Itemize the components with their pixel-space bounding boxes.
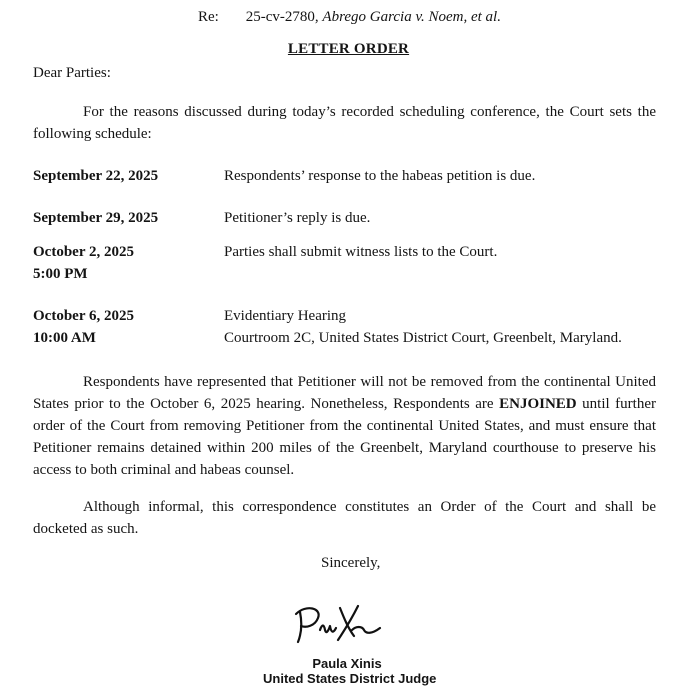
- case-caption: Abrego Garcia v. Noem, et al.: [322, 9, 501, 25]
- schedule-time-text: 5:00 PM: [33, 266, 88, 282]
- schedule-description-3: [224, 241, 497, 263]
- schedule-date-text: September 22, 2025: [33, 168, 159, 184]
- schedule-date-3: [33, 241, 134, 285]
- salutation: Dear Parties:: [33, 65, 111, 81]
- schedule-date-4: [33, 305, 134, 349]
- signer-name: Paula Xinis: [312, 656, 382, 671]
- case-number: 25-cv-2780,: [245, 9, 319, 25]
- injunction-text-before: Respondents have represented that Petitioner will not be removed from the continental United States prior to the October 6, 2025 hearing. Nonetheless, Respondents are: [33, 374, 656, 412]
- schedule-description-2: [224, 207, 370, 229]
- injunction-text-after: until further order of the Court from removing Petitioner from the continental United States, and must ensure that Petitioner remains detained within 200 miles of the Greenbelt, Maryland courthouse to preserve his access to both criminal and habeas counsel.: [33, 396, 656, 478]
- signer-title: United States District Judge: [263, 671, 437, 686]
- injunction-paragraph: [33, 371, 656, 481]
- intro-paragraph: For the reasons discussed during today’s recorded scheduling conference, the Court sets the following schedule:: [33, 104, 656, 142]
- handwritten-signature: [292, 600, 384, 650]
- schedule-description-4: [224, 305, 622, 349]
- re-label: Re:: [198, 9, 219, 25]
- closing-paragraph: Although informal, this correspondence constitutes an Order of the Court and shall be docketed as such.: [33, 499, 656, 537]
- schedule-location-text: Courtroom 2C, United States District Court, Greenbelt, Maryland.: [224, 330, 622, 346]
- schedule-date-1: [33, 165, 158, 187]
- schedule-description-text: Parties shall submit witness lists to the Court.: [224, 244, 498, 260]
- schedule-date-text: October 2, 2025: [33, 244, 134, 260]
- case-reference-line: [198, 6, 501, 28]
- schedule-description-text: Petitioner’s reply is due.: [224, 210, 371, 226]
- schedule-description-text: Respondents’ response to the habeas petition is due.: [224, 168, 536, 184]
- schedule-date-text: October 6, 2025: [33, 308, 134, 324]
- schedule-date-text: September 29, 2025: [33, 210, 159, 226]
- schedule-description-1: [224, 165, 535, 187]
- closing-salutation: Sincerely,: [321, 555, 381, 571]
- document-title: LETTER ORDER: [287, 41, 410, 57]
- enjoined-emphasis: ENJOINED: [499, 396, 577, 412]
- schedule-date-2: [33, 207, 158, 229]
- schedule-time-text: 10:00 AM: [33, 330, 96, 346]
- schedule-description-text: Evidentiary Hearing: [224, 308, 347, 324]
